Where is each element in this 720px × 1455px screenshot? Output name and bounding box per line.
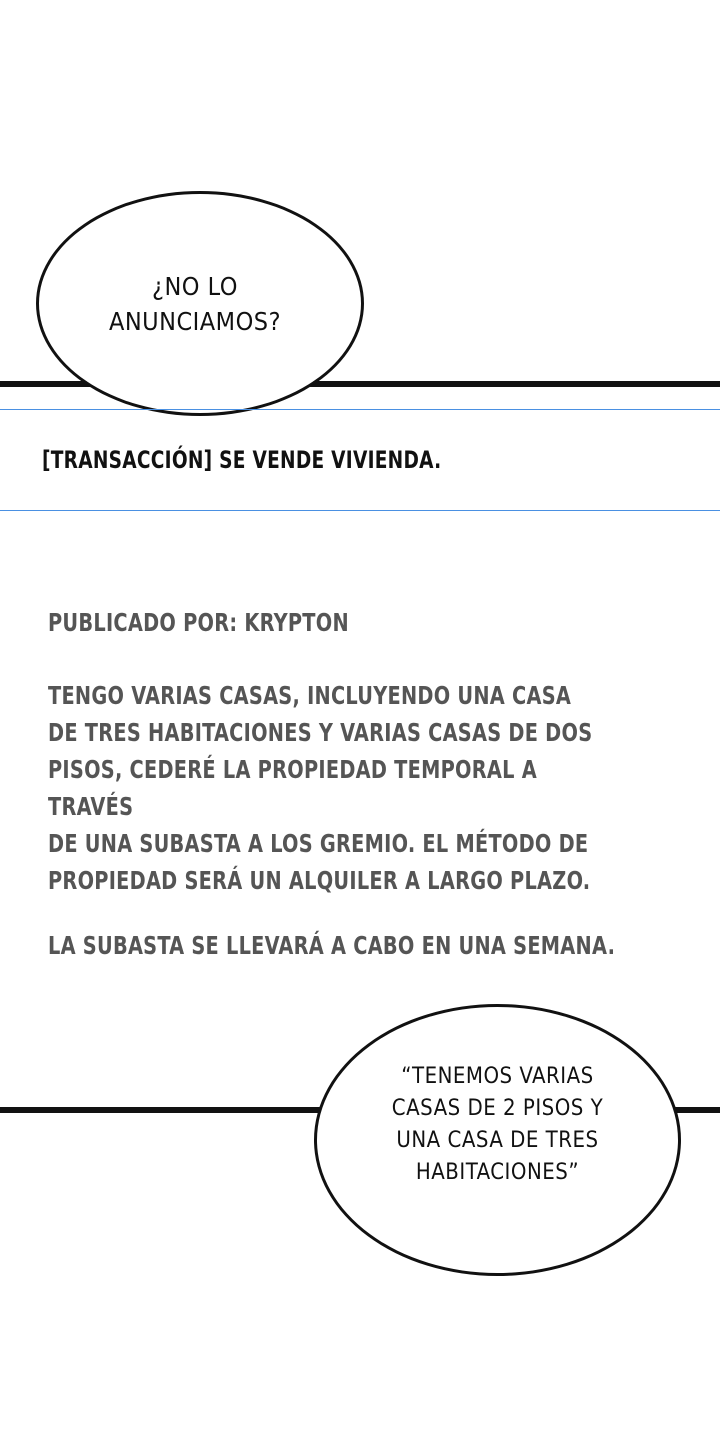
post-footer: LA SUBASTA SE LLEVARÁ A CABO EN UNA SEMANA. [48,931,616,960]
speech-bubble-top [36,191,364,416]
post-content [48,605,626,964]
notice-rule-top [0,409,720,410]
speech-bubble-bottom-text: “TENEMOS VARIAS CASAS DE 2 PISOS Y UNA CASA DE TRES HABITACIONES” [391,1064,604,1185]
post-body: TENGO VARIAS CASAS, INCLUYENDO UNA CASA DE TRES HABITACIONES Y VARIAS CASAS DE DOS PISOS, CEDERÉ LA PROPIEDAD TEMPORAL A TRAVÉS DE UNA SUBASTA A LOS GREMIO. EL MÉTODO DE PROPIEDAD SERÁ UN ALQUILER A LARGO PLAZO. [48,681,593,895]
post-author: PUBLICADO POR: KRYPTON [48,608,349,637]
notice-title: [TRANSACCIÓN] SE VENDE VIVIENDA. [42,446,442,474]
notice-rule-bottom [0,510,720,511]
speech-bubble-top-text: ¿NO LO ANUNCIAMOS? [108,271,282,336]
speech-bubble-bottom [314,1004,681,1276]
panel-border-bottom-left [0,1107,330,1113]
